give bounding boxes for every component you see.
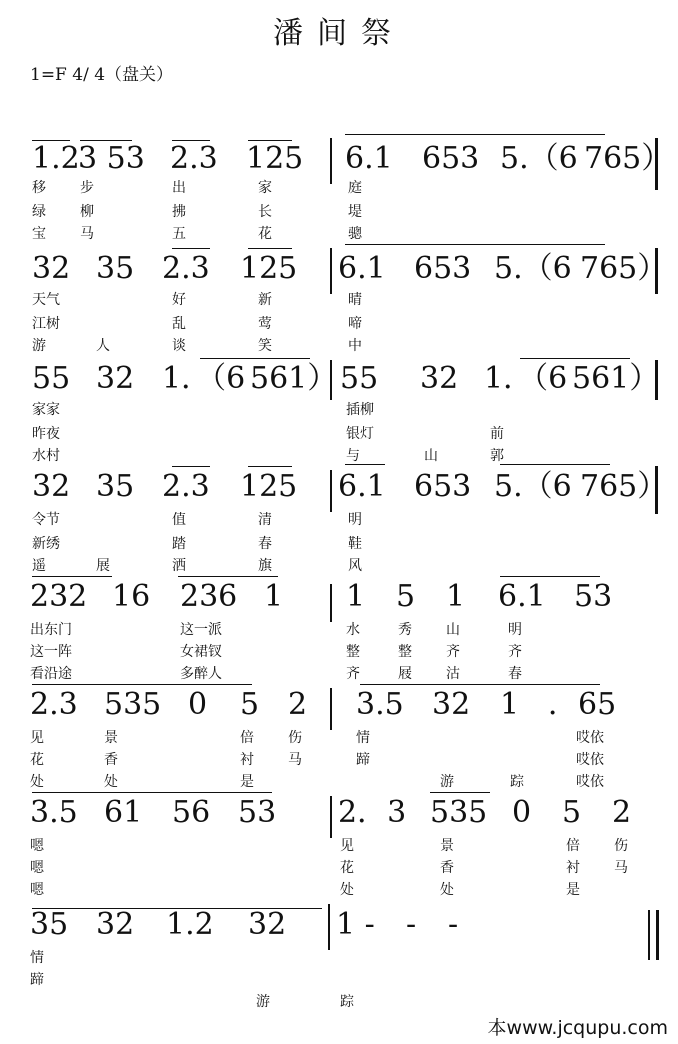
- note-group: 5: [396, 579, 416, 614]
- lyric: 秀: [398, 622, 412, 638]
- note-group: 653: [414, 469, 472, 504]
- note-group: 5.（6: [494, 251, 572, 286]
- lyric: 步: [80, 180, 94, 196]
- note-group: -: [406, 907, 417, 942]
- note-group: 3.5: [30, 795, 78, 830]
- lyric: 旗: [258, 558, 272, 574]
- lyric: 踪: [340, 994, 354, 1010]
- note-group: 1.2: [32, 141, 80, 176]
- lyric: 踏: [172, 536, 186, 552]
- note-group: 561）: [250, 361, 338, 396]
- lyric: 整: [398, 644, 412, 660]
- note-group: -: [448, 907, 459, 942]
- barline: [330, 248, 332, 294]
- lyric: 整: [346, 644, 360, 660]
- note-group: 6.1: [498, 579, 546, 614]
- lyric: 马: [614, 860, 628, 876]
- lyric: 是: [566, 882, 580, 898]
- lyric: 多醉人: [180, 666, 222, 682]
- note-group: 3 53: [78, 141, 145, 176]
- lyric: 哎依: [576, 752, 604, 768]
- lyric: 人: [96, 338, 110, 354]
- note-group: 2．3: [338, 795, 407, 830]
- lyric: 风: [348, 558, 362, 574]
- lyric: 情: [30, 950, 44, 966]
- slur: [32, 684, 252, 685]
- note-group: 653: [422, 141, 480, 176]
- note-group: 35: [96, 251, 135, 286]
- note-group: 32: [32, 469, 71, 504]
- barline: [655, 466, 658, 514]
- lyric: 哎依: [576, 730, 604, 746]
- lyric: 游: [256, 994, 270, 1010]
- note-group: 1: [346, 579, 366, 614]
- note-group: 5: [240, 687, 260, 722]
- lyric: 堤: [348, 204, 362, 220]
- lyric: 马: [80, 226, 94, 242]
- barline: [330, 470, 332, 512]
- note-group: 0: [188, 687, 208, 722]
- slur: [248, 248, 292, 249]
- lyric: 马: [288, 752, 302, 768]
- lyric: 柳: [80, 204, 94, 220]
- note-group: 5.（6: [494, 469, 572, 504]
- note-group: 125: [240, 469, 298, 504]
- watermark: 本www.jcqupu.com: [487, 1017, 668, 1039]
- barline: [648, 910, 650, 960]
- lyric: 鞋: [348, 536, 362, 552]
- lyric: 哎依: [576, 774, 604, 790]
- lyric: 好: [172, 292, 186, 308]
- note-group: 35: [30, 907, 69, 942]
- barline: [330, 360, 332, 400]
- lyric: 中: [348, 338, 362, 354]
- lyric: 蹄: [30, 972, 44, 988]
- lyric: 香: [104, 752, 118, 768]
- lyric: 伤: [288, 730, 302, 746]
- lyric: 五: [172, 226, 186, 242]
- slur: [345, 134, 605, 135]
- note-group: 232: [30, 579, 88, 614]
- lyric: 花: [340, 860, 354, 876]
- lyric: 春: [508, 666, 522, 682]
- lyric: 明: [348, 512, 362, 528]
- note-group: 32: [432, 687, 471, 722]
- slur: [345, 244, 605, 245]
- note-group: 2: [612, 795, 632, 830]
- lyric: 处: [340, 882, 354, 898]
- lyric: 见: [340, 838, 354, 854]
- slur: [430, 792, 490, 793]
- key-signature: 1=F 4/ 4（盘关）: [30, 65, 174, 85]
- page-title: 潘间祭: [273, 16, 405, 51]
- lyric: 家: [258, 180, 272, 196]
- lyric: 处: [104, 774, 118, 790]
- lyric: 这一阵: [30, 644, 72, 660]
- lyric: 是: [240, 774, 254, 790]
- note-group: 32: [248, 907, 287, 942]
- lyric: 倍: [566, 838, 580, 854]
- slur: [500, 464, 610, 465]
- note-group: 125: [246, 141, 304, 176]
- lyric: 见: [30, 730, 44, 746]
- lyric: 齐: [346, 666, 360, 682]
- note-group: 0: [512, 795, 532, 830]
- note-group: 535: [430, 795, 488, 830]
- lyric: 衬: [240, 752, 254, 768]
- note-group: 5.（6: [500, 141, 578, 176]
- lyric: 清: [258, 512, 272, 528]
- lyric: 遥: [32, 558, 46, 574]
- lyric: 衬: [566, 860, 580, 876]
- lyric: 郭: [490, 448, 504, 464]
- lyric: 拂: [172, 204, 186, 220]
- lyric: 游: [32, 338, 46, 354]
- lyric: 嗯: [30, 882, 44, 898]
- slur: [172, 466, 210, 467]
- note-group: 1: [500, 687, 520, 722]
- note-group: 125: [240, 251, 298, 286]
- lyric: 移: [32, 180, 46, 196]
- note-group: 1 -: [336, 907, 375, 942]
- barline: [330, 796, 332, 838]
- lyric: 令节: [32, 512, 60, 528]
- barline: [330, 584, 332, 622]
- note-group: 35: [96, 469, 135, 504]
- lyric: 昨夜: [32, 426, 60, 442]
- lyric: 处: [30, 774, 44, 790]
- barline: [330, 688, 332, 730]
- lyric: 香: [440, 860, 454, 876]
- lyric: 天气: [32, 292, 60, 308]
- lyric: 插柳: [346, 402, 374, 418]
- note-group: 32: [96, 907, 135, 942]
- note-group: 16: [112, 579, 151, 614]
- lyric: 水: [346, 622, 360, 638]
- barline: [655, 360, 658, 400]
- slur: [345, 464, 385, 465]
- lyric: 屐: [398, 666, 412, 682]
- note-group: 61: [104, 795, 143, 830]
- note-group: 653: [414, 251, 472, 286]
- lyric: 谈: [172, 338, 186, 354]
- lyric: 晴: [348, 292, 362, 308]
- lyric: 伤: [614, 838, 628, 854]
- barline: [655, 138, 658, 190]
- lyric: 倍: [240, 730, 254, 746]
- note-group: 2.3: [162, 469, 210, 504]
- slur: [500, 576, 600, 577]
- slur: [200, 358, 310, 359]
- note-group: 236: [180, 579, 238, 614]
- slur: [32, 792, 272, 793]
- lyric: 花: [258, 226, 272, 242]
- lyric: 新绣: [32, 536, 60, 552]
- note-group: 3.5: [356, 687, 404, 722]
- note-group: 765）: [580, 251, 668, 286]
- note-group: 53: [574, 579, 613, 614]
- lyric: 水村: [32, 448, 60, 464]
- lyric: 展: [96, 558, 110, 574]
- lyric: 游: [440, 774, 454, 790]
- note-group: 55: [32, 361, 71, 396]
- note-group: 1: [446, 579, 466, 614]
- note-group: 1．（6: [162, 361, 246, 396]
- lyric: 蹄: [356, 752, 370, 768]
- note-group: 1．（6: [484, 361, 568, 396]
- note-group: 1: [264, 579, 284, 614]
- note-group: 1.2: [166, 907, 214, 942]
- lyric: 嗯: [30, 860, 44, 876]
- slur: [178, 576, 278, 577]
- note-group: 2: [288, 687, 308, 722]
- note-group: 5: [562, 795, 582, 830]
- note-group: 6.1: [345, 141, 393, 176]
- lyric: 前: [490, 426, 504, 442]
- lyric: 山: [424, 448, 438, 464]
- barline: [655, 248, 658, 294]
- lyric: 看沿途: [30, 666, 72, 682]
- lyric: 骢: [348, 226, 362, 242]
- lyric: 啼: [348, 316, 362, 332]
- lyric: 处: [440, 882, 454, 898]
- slur: [360, 684, 600, 685]
- slur: [32, 576, 112, 577]
- lyric: 值: [172, 512, 186, 528]
- lyric: 沽: [446, 666, 460, 682]
- note-group: 6.1: [338, 469, 386, 504]
- lyric: 庭: [348, 180, 362, 196]
- lyric: 齐: [446, 644, 460, 660]
- lyric: 嗯: [30, 838, 44, 854]
- note-group: 535: [104, 687, 162, 722]
- lyric: 洒: [172, 558, 186, 574]
- lyric: 家家: [32, 402, 60, 418]
- lyric: 宝: [32, 226, 46, 242]
- lyric: 出东门: [30, 622, 72, 638]
- note-group: 55: [340, 361, 379, 396]
- note-group: ．65: [548, 687, 617, 722]
- barline: [328, 904, 330, 950]
- lyric: 明: [508, 622, 522, 638]
- lyric: 笑: [258, 338, 272, 354]
- lyric: 景: [104, 730, 118, 746]
- note-group: 561）: [572, 361, 660, 396]
- lyric: 女裙钗: [180, 644, 222, 660]
- lyric: 新: [258, 292, 272, 308]
- slur: [520, 358, 630, 359]
- note-group: 765）: [580, 469, 668, 504]
- note-group: 6.1: [338, 251, 386, 286]
- lyric: 踪: [510, 774, 524, 790]
- lyric: 出: [172, 180, 186, 196]
- barline: [330, 138, 332, 184]
- lyric: 银灯: [346, 426, 374, 442]
- note-group: 53: [238, 795, 277, 830]
- note-group: 2.3: [30, 687, 78, 722]
- lyric: 情: [356, 730, 370, 746]
- note-group: 32: [32, 251, 71, 286]
- lyric: 江树: [32, 316, 60, 332]
- lyric: 花: [30, 752, 44, 768]
- slur: [172, 248, 210, 249]
- lyric: 山: [446, 622, 460, 638]
- lyric: 长: [258, 204, 272, 220]
- lyric: 这一派: [180, 622, 222, 638]
- lyric: 绿: [32, 204, 46, 220]
- lyric: 乱: [172, 316, 186, 332]
- final-barline: [656, 910, 659, 960]
- lyric: 与: [346, 448, 360, 464]
- note-group: 32: [420, 361, 459, 396]
- note-group: 32: [96, 361, 135, 396]
- lyric: 齐: [508, 644, 522, 660]
- lyric: 景: [440, 838, 454, 854]
- lyric: 莺: [258, 316, 272, 332]
- lyric: 春: [258, 536, 272, 552]
- note-group: 56: [172, 795, 211, 830]
- slur: [248, 466, 292, 467]
- note-group: 2.3: [170, 141, 218, 176]
- note-group: 765）: [584, 141, 672, 176]
- note-group: 2.3: [162, 251, 210, 286]
